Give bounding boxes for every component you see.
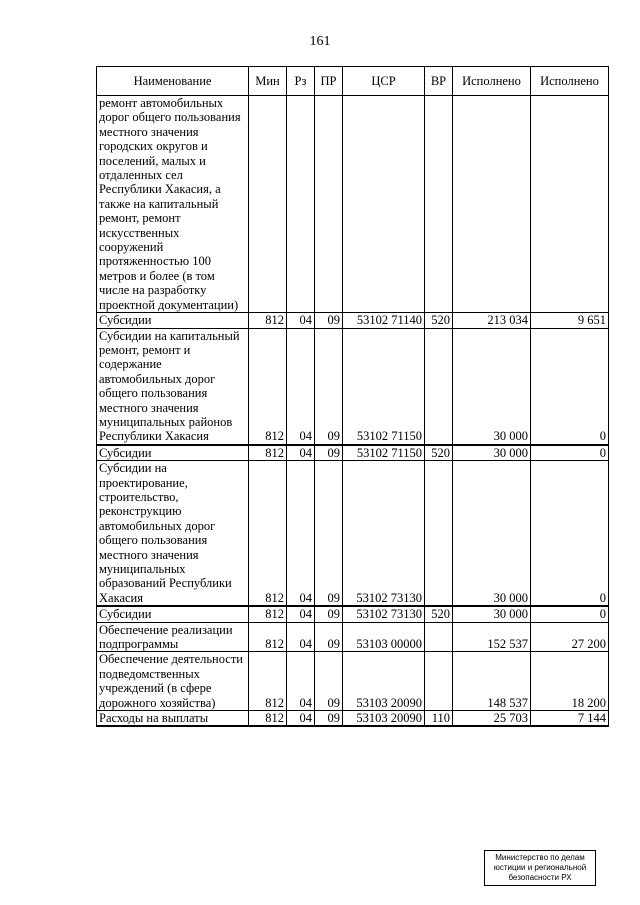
- cell-rz: 04: [287, 313, 315, 328]
- cell-vr: 520: [425, 313, 453, 328]
- cell-vr: 520: [425, 445, 453, 461]
- cell-executed-2: 18 200: [531, 652, 609, 711]
- cell-csr: 53103 00000: [343, 622, 425, 652]
- cell-pr: 09: [315, 606, 343, 622]
- cell-rz: [287, 96, 315, 313]
- stamp-line: Министерство по делам: [495, 853, 585, 862]
- table-row: [97, 96, 609, 313]
- cell-executed-1: 30 000: [453, 461, 531, 607]
- cell-name: Обеспечение деятельности подведомственных учреждений (в сфере дорожного хозяйства): [97, 652, 249, 711]
- cell-executed-1: 30 000: [453, 445, 531, 461]
- cell-executed-2: 7 144: [531, 711, 609, 727]
- cell-name: Обеспечение реализации подпрограммы: [97, 622, 249, 652]
- cell-csr: [343, 96, 425, 313]
- cell-executed-2: 0: [531, 606, 609, 622]
- cell-executed-2: 0: [531, 461, 609, 607]
- cell-vr: [425, 96, 453, 313]
- cell-executed-2: 0: [531, 328, 609, 445]
- cell-executed-2: [531, 96, 609, 313]
- cell-vr: [425, 328, 453, 445]
- cell-name: Расходы на выплаты: [97, 711, 249, 727]
- cell-executed-1: [453, 96, 531, 313]
- header-executed-1: Исполнено: [453, 67, 531, 96]
- table-row: [97, 711, 609, 727]
- page-number: 161: [309, 34, 331, 49]
- cell-executed-2: 0: [531, 445, 609, 461]
- cell-csr: 53102 71140: [343, 313, 425, 328]
- cell-min: [249, 96, 287, 313]
- cell-name: Субсидии: [97, 313, 249, 328]
- cell-executed-1: 25 703: [453, 711, 531, 727]
- cell-executed-1: 152 537: [453, 622, 531, 652]
- cell-pr: 09: [315, 313, 343, 328]
- cell-name: Субсидии: [97, 606, 249, 622]
- cell-rz: 04: [287, 652, 315, 711]
- stamp-line: юстиции и региональной: [493, 863, 587, 872]
- table-row: [97, 606, 609, 622]
- cell-min: 812: [249, 622, 287, 652]
- cell-pr: 09: [315, 711, 343, 727]
- table-row: [97, 622, 609, 652]
- cell-vr: [425, 622, 453, 652]
- cell-rz: 04: [287, 445, 315, 461]
- header-vr: ВР: [425, 67, 453, 96]
- cell-pr: 09: [315, 328, 343, 445]
- cell-min: 812: [249, 445, 287, 461]
- cell-vr: 520: [425, 606, 453, 622]
- cell-vr: [425, 652, 453, 711]
- cell-name: Субсидии на проектирование, строительство, реконструкцию автомобильных дорог общего пользования местного значения муниципальных образований Республики Хакасия: [97, 461, 249, 607]
- cell-rz: 04: [287, 328, 315, 445]
- header-csr: ЦСР: [343, 67, 425, 96]
- cell-min: 812: [249, 328, 287, 445]
- cell-csr: 53102 73130: [343, 606, 425, 622]
- cell-rz: 04: [287, 606, 315, 622]
- cell-csr: 53102 71150: [343, 328, 425, 445]
- cell-csr: 53103 20090: [343, 652, 425, 711]
- cell-csr: 53102 73130: [343, 461, 425, 607]
- table-row: [97, 328, 609, 445]
- cell-executed-1: 148 537: [453, 652, 531, 711]
- cell-rz: 04: [287, 711, 315, 727]
- cell-pr: 09: [315, 622, 343, 652]
- cell-executed-1: 30 000: [453, 328, 531, 445]
- cell-pr: 09: [315, 461, 343, 607]
- header-min: Мин: [249, 67, 287, 96]
- cell-pr: [315, 96, 343, 313]
- cell-min: 812: [249, 461, 287, 607]
- stamp-line: безопасности РХ: [508, 873, 572, 882]
- header-name: Наименование: [97, 67, 249, 96]
- cell-name: Субсидии на капитальный ремонт, ремонт и содержание автомобильных дорог общего пользования местного значения муниципальных районов Республики Хакасия: [97, 328, 249, 445]
- table-row: [97, 313, 609, 328]
- header-pr: ПР: [315, 67, 343, 96]
- cell-pr: 09: [315, 652, 343, 711]
- header-executed-2: Исполнено: [531, 67, 609, 96]
- cell-csr: 53102 71150: [343, 445, 425, 461]
- cell-pr: 09: [315, 445, 343, 461]
- cell-rz: 04: [287, 622, 315, 652]
- cell-min: 812: [249, 652, 287, 711]
- cell-name: Субсидии: [97, 445, 249, 461]
- cell-executed-1: 30 000: [453, 606, 531, 622]
- cell-min: 812: [249, 711, 287, 727]
- table-row: [97, 461, 609, 607]
- cell-executed-2: 27 200: [531, 622, 609, 652]
- cell-csr: 53103 20090: [343, 711, 425, 727]
- cell-min: 812: [249, 313, 287, 328]
- table-row: [97, 445, 609, 461]
- header-row: [97, 67, 609, 96]
- header-rz: Рз: [287, 67, 315, 96]
- cell-executed-2: 9 651: [531, 313, 609, 328]
- cell-executed-1: 213 034: [453, 313, 531, 328]
- table-row: [97, 652, 609, 711]
- ministry-stamp: [484, 850, 596, 886]
- cell-rz: 04: [287, 461, 315, 607]
- cell-min: 812: [249, 606, 287, 622]
- cell-vr: 110: [425, 711, 453, 727]
- budget-table: [96, 66, 609, 727]
- cell-name: ремонт автомобильных дорог общего пользования местного значения городских округов и поселений, малых и отдаленных сел Республики Хакасия, а также на капитальный ремонт, ремонт искусственных сооружений протяженностью 100 метров и более (в том числе на разработку проектной документации): [97, 96, 249, 313]
- cell-vr: [425, 461, 453, 607]
